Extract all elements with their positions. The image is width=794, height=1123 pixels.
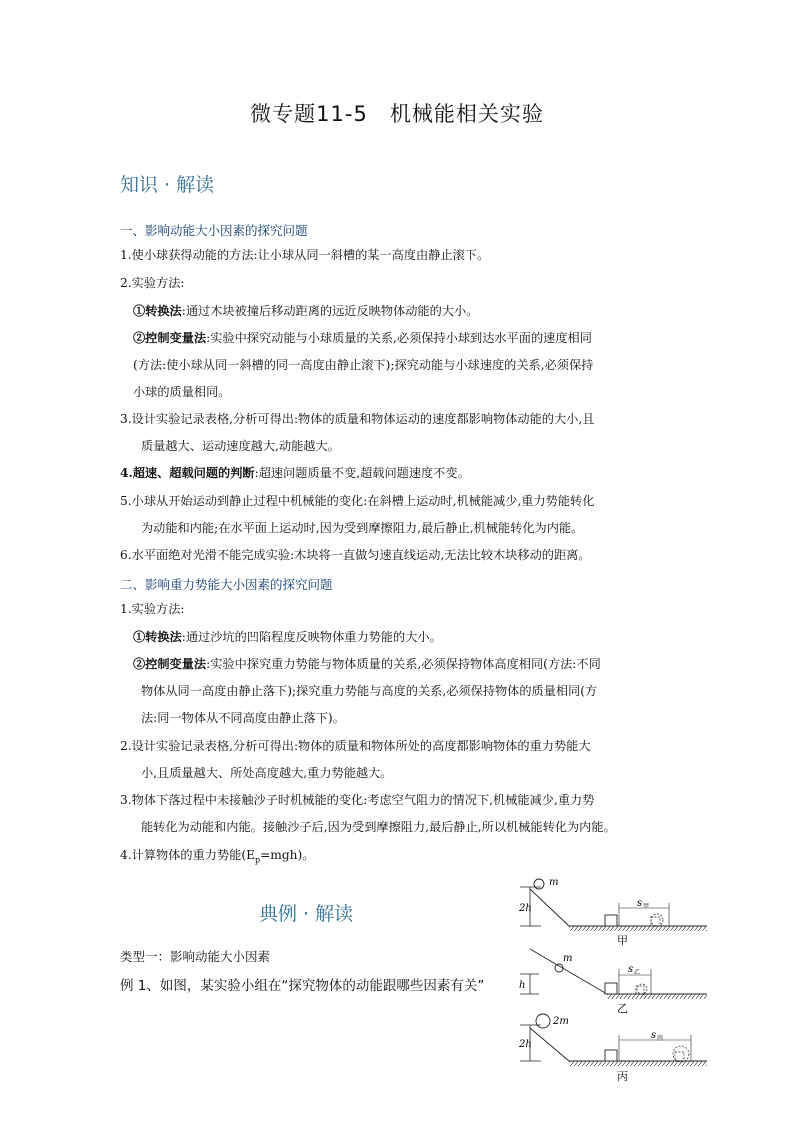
panel-yi: [519, 949, 707, 1015]
jia-label: 甲: [617, 934, 628, 947]
bing-mass: 2m: [553, 1016, 569, 1027]
panel-jia: [518, 877, 707, 947]
term-control-variable-2: ②控制变量法: [133, 657, 207, 671]
yi-label: 乙: [617, 1002, 628, 1015]
kinetic-energy-figure: [515, 875, 715, 1090]
jia-mass: m: [549, 877, 559, 888]
s2-line-6: 2.设计实验记录表格,分析可得出:物体的质量和物体所处的高度都影响物体的重力势能大: [120, 739, 591, 753]
s1-line-2: 2.实验方法:: [120, 276, 185, 290]
s1-line-3-text: :通过木块被撞后移动距离的远近反映物体动能的大小。: [181, 304, 479, 318]
term-conversion: ①转换法: [133, 304, 182, 318]
s2-line-5: 法:同一物体从不同高度由静止落下)。: [141, 711, 345, 725]
s1-line-1: 1.使小球获得动能的方法:让小球从同一斜槽的某一高度由静止滚下。: [120, 248, 490, 262]
page-title: 微专题11-5 机械能相关实验: [250, 102, 544, 126]
example-heading: 典例 · 解读: [259, 903, 354, 925]
s1-line-5: (方法:使小球从同一斜槽的同一高度由静止滚下);探究动能与小球速度的关系,必须保持: [133, 358, 594, 372]
knowledge-heading: 知识 · 解读: [120, 174, 215, 196]
jia-ball: [534, 879, 544, 889]
s2-line-10-a: 4.计算物体的重力势能(E: [120, 848, 255, 862]
s2-line-10: [120, 848, 314, 867]
s1-line-4: [133, 331, 592, 345]
s2-line-10-b: =mgh)。: [260, 848, 315, 862]
term-speeding: 4.超速、超载问题的判断: [120, 466, 255, 480]
s2-line-9: 能转化为动能和内能。接触沙子后,因为受到摩擦阻力,最后静止,所以机械能转化为内能。: [141, 820, 616, 834]
yi-mass: m: [563, 953, 573, 964]
yi-height: h: [519, 980, 526, 991]
s1-line-3: [133, 304, 478, 318]
jia-dist-sub: 甲: [643, 903, 650, 910]
s2-line-4: 物体从同一高度由静止落下);探究重力势能与高度的关系,必须保持物体的质量相同(方: [141, 684, 598, 698]
example1-text: 例 1、如图，某实验小组在“探究物体的动能跟哪些因素有关”: [120, 978, 485, 994]
type1-label: 类型一：影响动能大小因素: [120, 949, 271, 964]
s1-line-12: 6.水平面绝对光滑不能完成实验:木块将一直做匀速直线运动,无法比较木块移动的距离。: [120, 548, 591, 562]
s2-line-3-text: :实验中探究重力势能与物体质量的关系,必须保持物体高度相同(方法:不同: [206, 657, 601, 671]
s1-line-8: 质量越大、运动速度越大,动能越大。: [141, 439, 340, 453]
s2-line-2: [133, 630, 442, 644]
bing-ball: [536, 1014, 550, 1028]
bing-label: 丙: [617, 1070, 628, 1083]
jia-height: 2h: [519, 903, 532, 914]
s1-line-11: 为动能和内能;在水平面上运动时,因为受到摩擦阻力,最后静止,机械能转化为内能。: [141, 521, 584, 535]
s1-line-9: [120, 466, 470, 480]
bing-block: [605, 1050, 617, 1061]
s2-line-1: 1.实验方法:: [120, 602, 185, 616]
yi-block: [605, 983, 617, 994]
s1-line-9-text: :超速问题质量不变,超载问题速度不变。: [254, 466, 470, 480]
s1-line-6: 小球的质量相同。: [133, 385, 231, 399]
bing-dist-sub: 丙: [657, 1035, 664, 1042]
s2-line-8: 3.物体下落过程中未接触沙子时机械能的变化:考虑空气阻力的情况下,机械能减少,重力势: [120, 793, 595, 807]
bing-dist: s: [651, 1030, 657, 1041]
jia-dist: s: [637, 898, 643, 909]
term-control-variable: ②控制变量法: [133, 331, 207, 345]
s1-line-10: 5.小球从开始运动到静止过程中机械能的变化:在斜槽上运动时,机械能减少,重力势能转化: [120, 494, 595, 508]
s1-line-7: 3.设计实验记录表格,分析可得出:物体的质量和物体运动的速度都影响物体动能的大小,且: [120, 412, 595, 426]
s2-line-7: 小,且质量越大、所处高度越大,重力势能越大。: [141, 766, 393, 780]
yi-dist-sub: 乙: [634, 969, 641, 976]
section2-heading: 二、影响重力势能大小因素的探究问题: [120, 577, 333, 592]
section1-heading: 一、影响动能大小因素的探究问题: [120, 223, 308, 238]
s1-line-4-text: :实验中探究动能与小球质量的关系,必须保持小球到达水平面的速度相同: [206, 331, 592, 345]
jia-block: [605, 915, 617, 926]
yi-dist: s: [628, 964, 634, 975]
s2-line-10-sub: p: [254, 855, 261, 865]
s2-line-3: [133, 657, 601, 671]
term-conversion-2: ①转换法: [133, 630, 182, 644]
panel-bing: [518, 1014, 707, 1083]
bing-height: 2h: [519, 1039, 532, 1050]
s2-line-2-text: :通过沙坑的凹陷程度反映物体重力势能的大小。: [181, 630, 442, 644]
